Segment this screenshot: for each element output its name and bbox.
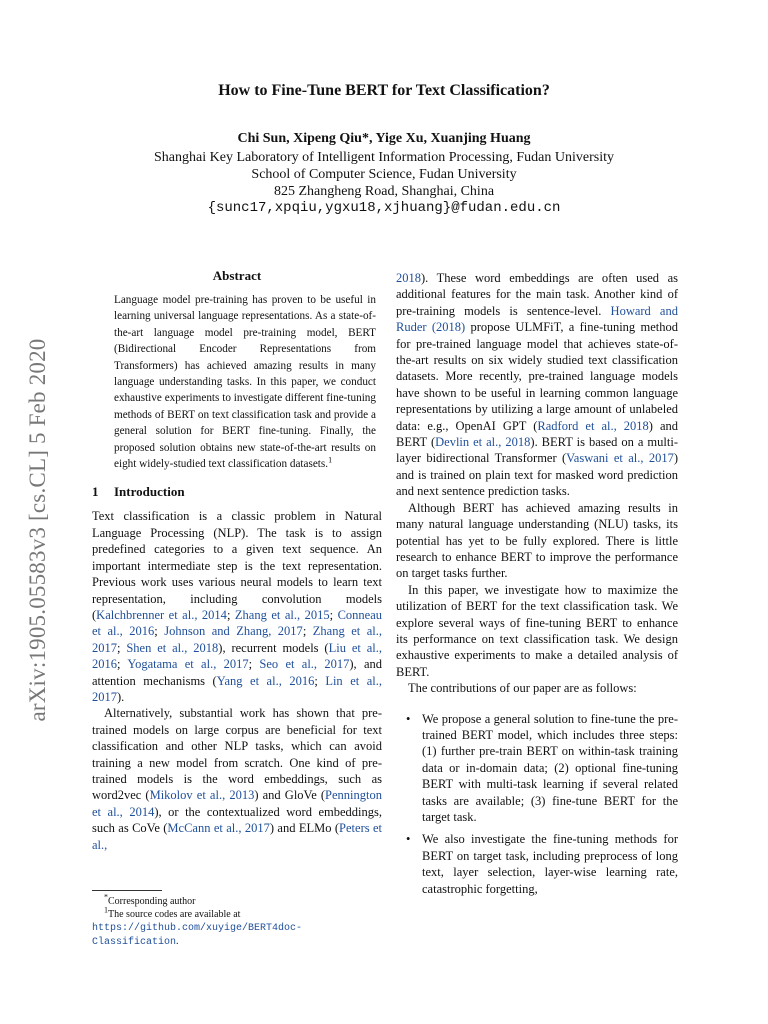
citation-link[interactable]: Zhang et al., 2017 [92,624,382,655]
citation-link[interactable]: Lin et al., 2017 [92,673,382,704]
source-code-link[interactable]: https://github.com/xuyige/BERT4doc-Classification [92,923,303,948]
citation-link[interactable]: Conneau et al., 2016 [92,607,382,639]
citation-link[interactable]: Shen et al., 2018 [126,640,219,655]
author-list: Chi Sun, Xipeng Qiu*, Yige Xu, Xuanjing Huang [237,131,531,146]
citation-link[interactable]: Johnson and Zhang, 2017 [164,624,303,639]
citation-link[interactable]: Pennington et al., 2014 [92,788,382,819]
citation-link[interactable]: Liu et al., 2016 [92,640,382,672]
citation-link[interactable]: Zhang et al., 2015 [234,607,330,622]
affiliation-line: School of Computer Science, Fudan University [251,167,517,182]
section-heading-introduction: 1 Introduction [92,484,185,500]
affiliation-line: Shanghai Key Laboratory of Intelligent Information Processing, Fudan University [154,150,614,165]
paragraph: 2018). These word embeddings are often used as additional features for the main task. Another kind of pre-training models is sentence-level. Howard and Ruder (2018) propose ULMFiT, a fine-tuning method for pre-trained language model that achieves state-of-the-art results on six widely studied text classification datasets. More recently, pre-trained language models have shown to be useful in learning common language representations by utilizing a large amount of unlabeled data: e.g., OpenAI GPT (Radford et al., 2018) and BERT (Devlin et al., 2018). BERT is based on a multi-layer bidirectional Transformer (Vaswani et al., 2017) and is trained on plain text for masked word prediction and next sentence prediction tasks. [396,271,678,499]
citation-link[interactable]: Devlin et al., 2018 [435,435,531,450]
citation-link[interactable]: Mikolov et al., 2013 [149,788,255,803]
footnotes [92,890,382,949]
footnote-mark[interactable]: 1 [328,455,333,465]
paper-title: How to Fine-Tune BERT for Text Classification? [218,82,550,99]
citation-link[interactable]: Yang et al., 2016 [216,673,315,688]
arxiv-identifier-stamp [10,320,66,740]
contributions-list [396,711,678,897]
left-column [92,268,382,853]
footnote-source-code: $^1$The source codes are available at https://github.com/xuyige/BERT4doc-Classification. [92,905,303,948]
citation-link[interactable]: Vaswani et al., 2017 [566,451,674,466]
abstract-text: Language model pre-training has proven to be useful in learning universal language representations. As a state-of-the-art language model pre-training model, BERT (Bidirectional Encoder Representations from Transformers) has achieved amazing results in many language understanding tasks. In this paper, we conduct exhaustive experiments to investigate different fine-tuning methods of BERT on text classification task and provide a general solution for BERT fine-tuning. Finally, the proposed solution obtains new state-of-the-art results on eight widely-studied text classification datasets.$^1$ [114,294,376,471]
citation-link[interactable]: Radford et al., 2018 [537,418,649,433]
affiliation-line: 825 Zhangheng Road, Shanghai, China [273,184,495,199]
paragraph: Text classification is a classic problem in Natural Language Processing (NLP). The task is to assign predefined categories to a given text sequence. An important intermediate step is the text representation. Previous work uses various neural models to learn text representation, including convolution models (Kalchbrenner et al., 2014; Zhang et al., 2015; Conneau et al., 2016; Johnson and Zhang, 2017; Zhang et al., 2017; Shen et al., 2018), recurrent models (Liu et al., 2016; Yogatama et al., 2017; Seo et al., 2017), and attention mechanisms (Yang et al., 2016; Lin et al., 2017). [92,509,382,704]
citation-link[interactable]: Howard and Ruder (2018) [396,303,678,335]
footnote-corresponding: *Corresponding author [104,892,196,907]
citation-link[interactable]: Seo et al., 2017 [259,657,350,672]
list-item: • We propose a general solution to fine-tune the pre-trained BERT model, which includes three steps: (1) further pre-train BERT on within-task training data or in-domain data; (2) optional fine-tuning BERT with multi-task learning if several related tasks are available; (3) fine-tune BERT for the target task. [406,711,678,824]
abstract-heading: Abstract [212,268,262,283]
citation-link[interactable]: Peters et al., [92,821,382,852]
bullet-icon: • [406,711,411,726]
footnote-divider [92,890,162,891]
list-item: • We also investigate the fine-tuning methods for BERT on target task, including preprocess of long text, layer selection, layer-wise learning rate, catastrophic forgetting, [406,832,678,896]
arxiv-id-text: arXiv:1905.05583v3 [cs.CL] 5 Feb 2020 [25,338,50,722]
paragraph: Alternatively, substantial work has shown that pre-trained models on large corpus are beneficial for text classification and other NLP tasks, which can avoid training a new model from scratch. One kind of pre-trained models is the word embeddings, such as word2vec (Mikolov et al., 2013) and GloVe (Pennington et al., 2014), or the contextualized word embeddings, such as CoVe (McCann et al., 2017) and ELMo (Peters et al., [92,706,382,852]
citation-link[interactable]: 2018 [396,271,421,285]
paragraph: In this paper, we investigate how to maximize the utilization of BERT for the text classification task. We explore several ways of fine-tuning BERT to enhance its performance on text classification task. We design exhaustive experiments to make a detailed analysis of BERT. [396,582,678,679]
author-emails: {sunc17,xpqiu,ygxu18,xjhuang}@fudan.edu.cn [207,200,561,216]
paragraph: The contributions of our paper are as follows: [408,681,637,696]
paragraph: Although BERT has achieved amazing results in many natural language understanding (NLU) tasks, its potential has yet to be fully explored. There is little research to enhance BERT to improve the performance on target tasks further. [396,500,678,581]
citation-link[interactable]: Kalchbrenner et al., 2014 [96,607,227,622]
bullet-icon: • [406,832,411,847]
citation-link[interactable]: Yogatama et al., 2017 [127,657,249,672]
right-column [396,270,678,903]
citation-link[interactable]: McCann et al., 2017 [167,821,270,836]
